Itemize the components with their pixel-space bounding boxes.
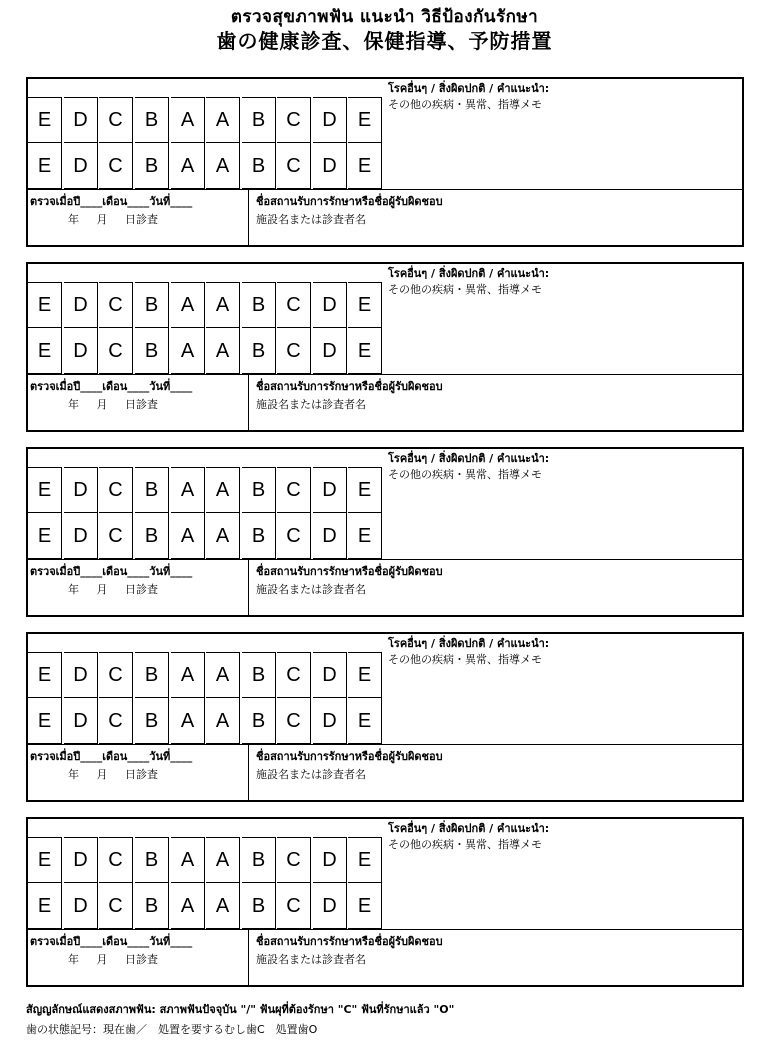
upper-tooth-cell[interactable]: D — [313, 467, 347, 513]
upper-tooth-cell[interactable]: C — [277, 837, 311, 883]
memo-label — [388, 81, 549, 113]
upper-tooth-cell[interactable]: A — [206, 652, 240, 698]
memo-label-japanese: その他の疾病・異常、指導メモ — [388, 653, 542, 666]
upper-tooth-cell[interactable]: C — [277, 652, 311, 698]
upper-tooth-cell[interactable]: B — [242, 467, 276, 513]
clinic-name-field[interactable] — [256, 933, 443, 969]
exam-date-japanese: 年 月 日診査 — [68, 398, 158, 411]
upper-tooth-cell[interactable]: C — [277, 467, 311, 513]
page-header — [0, 6, 769, 54]
lower-tooth-cell[interactable]: A — [206, 328, 240, 374]
lower-tooth-cell[interactable]: B — [242, 883, 276, 929]
legend — [26, 1000, 454, 1040]
lower-tooth-cell[interactable]: A — [206, 698, 240, 744]
upper-tooth-cell[interactable]: B — [242, 282, 276, 328]
upper-tooth-cell[interactable]: C — [99, 652, 133, 698]
upper-tooth-cell[interactable]: E — [28, 282, 62, 328]
lower-tooth-cell[interactable]: B — [242, 328, 276, 374]
upper-tooth-cell[interactable]: B — [135, 467, 169, 513]
memo-label-japanese: その他の疾病・異常、指導メモ — [388, 283, 542, 296]
upper-tooth-cell[interactable]: A — [171, 97, 205, 143]
clinic-name-field[interactable] — [256, 563, 443, 599]
upper-tooth-cell[interactable]: A — [206, 837, 240, 883]
memo-label-thai: โรคอื่นๆ / สิ่งผิดปกติ / คำแนะนำ: — [388, 822, 550, 835]
clinic-name-japanese: 施設名または診査者名 — [256, 213, 366, 226]
lower-tooth-cell[interactable]: B — [242, 513, 276, 559]
memo-label — [388, 266, 549, 298]
upper-tooth-cell[interactable]: B — [135, 652, 169, 698]
title-japanese: 歯の健康診査、保健指導、予防措置 — [216, 29, 553, 53]
upper-tooth-cell[interactable]: D — [313, 282, 347, 328]
lower-tooth-cell[interactable]: B — [135, 883, 169, 929]
upper-tooth-cell[interactable]: D — [64, 467, 98, 513]
clinic-name-thai: ชื่อสถานรับการรักษาหรือชื่อผู้รับผิดชอบ — [256, 380, 443, 393]
lower-tooth-cell[interactable]: C — [99, 513, 133, 559]
upper-tooth-cell[interactable]: C — [99, 97, 133, 143]
lower-tooth-cell[interactable]: D — [313, 698, 347, 744]
memo-label — [388, 821, 549, 853]
lower-tooth-cell[interactable]: E — [28, 513, 62, 559]
lower-tooth-cell[interactable]: C — [277, 698, 311, 744]
exam-date-thai: ตรวจเมื่อปี____เดือน____วันที่____ — [30, 750, 193, 763]
lower-tooth-cell[interactable]: E — [348, 883, 382, 929]
upper-tooth-cell[interactable]: D — [64, 837, 98, 883]
legend-thai: สัญญลักษณ์แสดงสภาพฟัน: สภาพฟันปัจจุบัน "/" ฟันผุที่ต้องรักษา "C" ฟันที่รักษาแล้ว "O" — [26, 1003, 455, 1016]
upper-tooth-cell[interactable]: E — [348, 97, 382, 143]
upper-tooth-cell[interactable]: E — [348, 467, 382, 513]
clinic-name-thai: ชื่อสถานรับการรักษาหรือชื่อผู้รับผิดชอบ — [256, 195, 443, 208]
upper-tooth-cell[interactable]: E — [348, 837, 382, 883]
upper-tooth-cell[interactable]: E — [28, 467, 62, 513]
upper-tooth-cell[interactable]: A — [171, 652, 205, 698]
upper-tooth-cell[interactable]: C — [277, 282, 311, 328]
lower-tooth-cell[interactable]: D — [313, 883, 347, 929]
lower-tooth-cell[interactable]: A — [171, 513, 205, 559]
clinic-name-thai: ชื่อสถานรับการรักษาหรือชื่อผู้รับผิดชอบ — [256, 935, 443, 948]
lower-tooth-cell[interactable]: C — [99, 883, 133, 929]
lower-tooth-cell[interactable]: E — [28, 883, 62, 929]
lower-tooth-cell[interactable]: D — [313, 513, 347, 559]
lower-tooth-cell[interactable]: C — [99, 143, 133, 189]
dental-record-3 — [26, 447, 744, 617]
exam-date-japanese: 年 月 日診査 — [68, 953, 158, 966]
record-divider — [28, 374, 742, 375]
clinic-name-thai: ชื่อสถานรับการรักษาหรือชื่อผู้รับผิดชอบ — [256, 565, 443, 578]
memo-label-thai: โรคอื่นๆ / สิ่งผิดปกติ / คำแนะนำ: — [388, 82, 550, 95]
lower-tooth-cell[interactable]: E — [28, 698, 62, 744]
dental-record-1 — [26, 77, 744, 247]
exam-date-field[interactable] — [30, 193, 244, 229]
lower-tooth-cell[interactable]: D — [64, 328, 98, 374]
lower-tooth-cell[interactable]: E — [348, 143, 382, 189]
upper-tooth-cell[interactable]: D — [64, 282, 98, 328]
clinic-name-japanese: 施設名または診査者名 — [256, 953, 366, 966]
exam-date-japanese: 年 月 日診査 — [68, 583, 158, 596]
lower-tooth-cell[interactable]: D — [64, 513, 98, 559]
record-divider — [28, 559, 742, 560]
lower-tooth-cell[interactable]: B — [242, 698, 276, 744]
exam-date-field[interactable] — [30, 933, 244, 969]
lower-tooth-cell[interactable]: E — [348, 698, 382, 744]
legend-japanese: 歯の状態記号：現在歯／ 処置を要するむし歯C 処置歯O — [26, 1023, 318, 1036]
upper-tooth-cell[interactable]: E — [28, 837, 62, 883]
memo-label — [388, 451, 549, 483]
upper-tooth-cell[interactable]: E — [28, 97, 62, 143]
upper-tooth-cell[interactable]: E — [348, 282, 382, 328]
lower-tooth-cell[interactable]: A — [171, 883, 205, 929]
upper-tooth-cell[interactable]: C — [99, 467, 133, 513]
exam-date-thai: ตรวจเมื่อปี____เดือน____วันที่____ — [30, 195, 193, 208]
upper-tooth-cell[interactable]: A — [171, 467, 205, 513]
upper-tooth-cell[interactable]: A — [171, 282, 205, 328]
lower-tooth-cell[interactable]: B — [135, 513, 169, 559]
memo-label-thai: โรคอื่นๆ / สิ่งผิดปกติ / คำแนะนำ: — [388, 267, 550, 280]
upper-tooth-cell[interactable]: B — [135, 97, 169, 143]
lower-tooth-cell[interactable]: A — [206, 143, 240, 189]
clinic-name-field[interactable] — [256, 193, 443, 229]
lower-tooth-cell[interactable]: E — [348, 328, 382, 374]
lower-tooth-cell[interactable]: B — [135, 698, 169, 744]
exam-date-field[interactable] — [30, 563, 244, 599]
memo-label-thai: โรคอื่นๆ / สิ่งผิดปกติ / คำแนะนำ: — [388, 452, 550, 465]
upper-tooth-cell[interactable]: C — [99, 837, 133, 883]
lower-tooth-cell[interactable]: D — [64, 883, 98, 929]
lower-tooth-cell[interactable]: B — [242, 143, 276, 189]
exam-date-thai: ตรวจเมื่อปี____เดือน____วันที่____ — [30, 380, 193, 393]
exam-date-thai: ตรวจเมื่อปี____เดือน____วันที่____ — [30, 565, 193, 578]
upper-tooth-cell[interactable]: B — [242, 837, 276, 883]
title-thai: ตรวจสุขภาพฟัน แนะนำ วิธีป้องกันรักษา — [230, 7, 539, 27]
upper-tooth-cell[interactable]: D — [313, 652, 347, 698]
date-divider — [248, 189, 249, 245]
upper-tooth-cell[interactable]: E — [348, 652, 382, 698]
dental-record-2 — [26, 262, 744, 432]
upper-tooth-cell[interactable]: A — [206, 282, 240, 328]
memo-label-japanese: その他の疾病・異常、指導メモ — [388, 838, 542, 851]
upper-tooth-cell[interactable]: A — [171, 837, 205, 883]
lower-tooth-cell[interactable]: E — [348, 513, 382, 559]
date-divider — [248, 559, 249, 615]
date-divider — [248, 929, 249, 985]
exam-date-thai: ตรวจเมื่อปี____เดือน____วันที่____ — [30, 935, 193, 948]
memo-label-japanese: その他の疾病・異常、指導メモ — [388, 468, 542, 481]
upper-tooth-cell[interactable]: D — [64, 652, 98, 698]
clinic-name-field[interactable] — [256, 748, 443, 784]
clinic-name-japanese: 施設名または診査者名 — [256, 583, 366, 596]
lower-tooth-cell[interactable]: C — [277, 328, 311, 374]
upper-tooth-cell[interactable]: C — [277, 97, 311, 143]
clinic-name-thai: ชื่อสถานรับการรักษาหรือชื่อผู้รับผิดชอบ — [256, 750, 443, 763]
clinic-name-japanese: 施設名または診査者名 — [256, 398, 366, 411]
lower-tooth-cell[interactable]: D — [64, 143, 98, 189]
lower-tooth-cell[interactable]: A — [206, 513, 240, 559]
lower-tooth-cell[interactable]: A — [171, 328, 205, 374]
lower-tooth-cell[interactable]: C — [277, 513, 311, 559]
lower-tooth-cell[interactable]: A — [206, 883, 240, 929]
date-divider — [248, 374, 249, 430]
upper-tooth-cell[interactable]: A — [206, 467, 240, 513]
lower-tooth-cell[interactable]: B — [135, 143, 169, 189]
upper-tooth-cell[interactable]: B — [242, 652, 276, 698]
exam-date-field[interactable] — [30, 378, 244, 414]
dental-record-4 — [26, 632, 744, 802]
memo-label-thai: โรคอื่นๆ / สิ่งผิดปกติ / คำแนะนำ: — [388, 637, 550, 650]
upper-tooth-cell[interactable]: B — [242, 97, 276, 143]
exam-date-field[interactable] — [30, 748, 244, 784]
upper-tooth-cell[interactable]: C — [99, 282, 133, 328]
lower-tooth-cell[interactable]: E — [28, 143, 62, 189]
memo-label — [388, 636, 549, 668]
exam-date-japanese: 年 月 日診査 — [68, 768, 158, 781]
lower-tooth-cell[interactable]: C — [99, 328, 133, 374]
upper-tooth-cell[interactable]: D — [64, 97, 98, 143]
record-divider — [28, 929, 742, 930]
exam-date-japanese: 年 月 日診査 — [68, 213, 158, 226]
lower-tooth-cell[interactable]: D — [313, 143, 347, 189]
dental-record-5 — [26, 817, 744, 987]
memo-label-japanese: その他の疾病・異常、指導メモ — [388, 98, 542, 111]
lower-tooth-cell[interactable]: B — [135, 328, 169, 374]
lower-tooth-cell[interactable]: E — [28, 328, 62, 374]
record-divider — [28, 189, 742, 190]
upper-tooth-cell[interactable]: B — [135, 282, 169, 328]
lower-tooth-cell[interactable]: C — [99, 698, 133, 744]
record-divider — [28, 744, 742, 745]
upper-tooth-cell[interactable]: A — [206, 97, 240, 143]
date-divider — [248, 744, 249, 800]
clinic-name-japanese: 施設名または診査者名 — [256, 768, 366, 781]
lower-tooth-cell[interactable]: D — [64, 698, 98, 744]
clinic-name-field[interactable] — [256, 378, 443, 414]
lower-tooth-cell[interactable]: A — [171, 698, 205, 744]
lower-tooth-cell[interactable]: A — [171, 143, 205, 189]
upper-tooth-cell[interactable]: B — [135, 837, 169, 883]
upper-tooth-cell[interactable]: D — [313, 97, 347, 143]
upper-tooth-cell[interactable]: D — [313, 837, 347, 883]
lower-tooth-cell[interactable]: C — [277, 883, 311, 929]
upper-tooth-cell[interactable]: E — [28, 652, 62, 698]
lower-tooth-cell[interactable]: D — [313, 328, 347, 374]
lower-tooth-cell[interactable]: C — [277, 143, 311, 189]
